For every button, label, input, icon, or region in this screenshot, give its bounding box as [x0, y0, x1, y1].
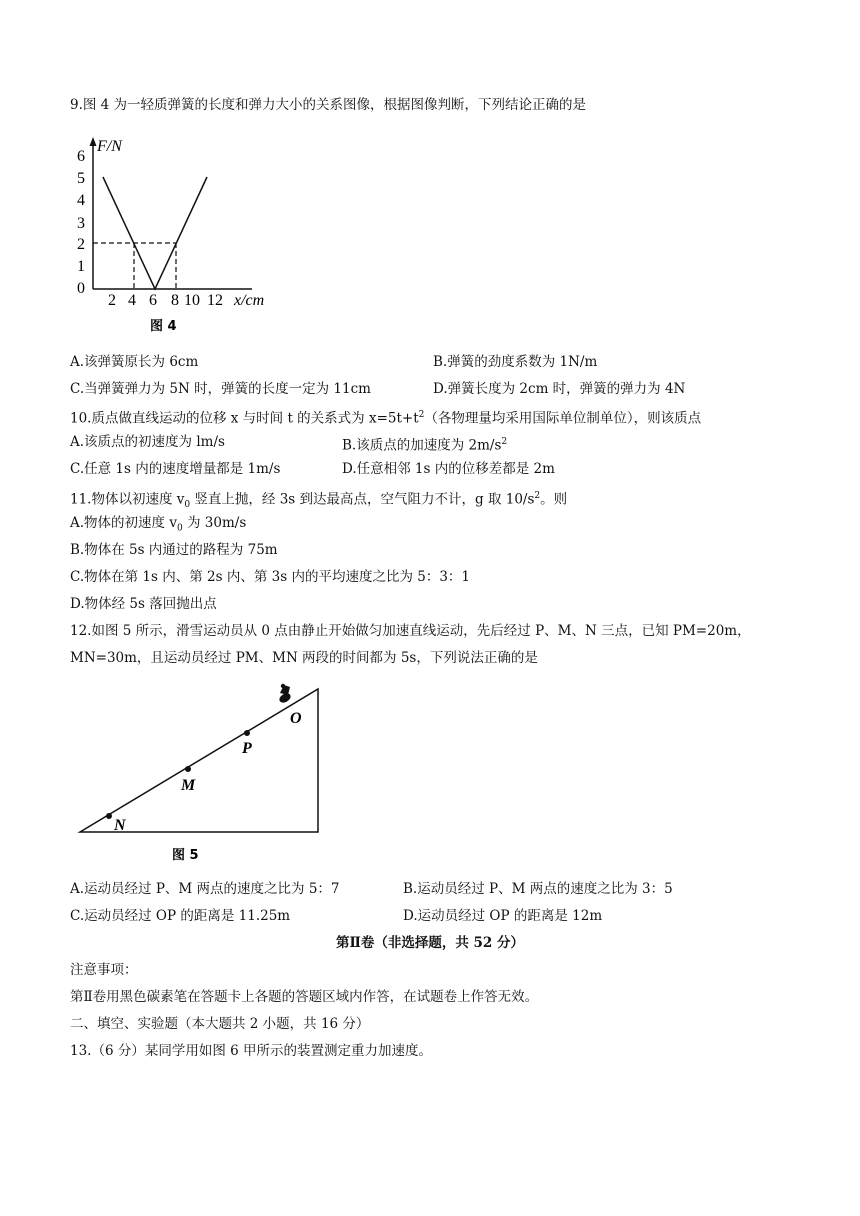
q12-stem-line1: 12.如图 5 所示，滑雪运动员从 0 点由静止开始做匀加速直线运动，先后经过 P、M、N 三点，已知 PM=20m， — [70, 623, 751, 639]
x-tick-label: 10 — [184, 292, 200, 309]
part-2-heading: 二、填空、实验题（本大题共 2 小题，共 16 分） — [70, 1016, 370, 1032]
q12-option-c: C.运动员经过 OP 的距离是 11.25m — [70, 908, 291, 924]
q11-option-a: A.物体的初速度 $v_0$ 为 30m/s — [70, 515, 247, 534]
y-tick-label: 3 — [77, 215, 85, 232]
q9-option-d: D.弹簧长度为 2cm 时，弹簧的弹力为 4N — [433, 381, 686, 397]
slope-triangle — [80, 689, 318, 832]
q9-option-b: B.弹簧的劲度系数为 1N/m — [433, 354, 598, 370]
figure-5-ski-slope — [72, 683, 342, 863]
y-axis-label: F/N — [97, 138, 122, 155]
q10-option-d: D.任意相邻 1s 内的位移差都是 2m — [342, 461, 555, 477]
point-n-dot — [106, 813, 112, 819]
q12-option-b: B.运动员经过 P、M 两点的速度之比为 3：5 — [403, 881, 673, 897]
skier-icon — [278, 684, 292, 705]
y-axis-arrow — [90, 137, 97, 146]
q11-option-b: B.物体在 5s 内通过的路程为 75m — [70, 542, 278, 558]
x-tick-label: 8 — [171, 292, 179, 309]
figure-4-caption: 图 4 — [150, 319, 177, 333]
q10-stem: 10.质点做直线运动的位移 x 与时间 t 的关系式为 $x=5t+t^2$（各物理量均采用国际单位制单位），则该质点 — [70, 410, 702, 427]
point-m-dot — [185, 766, 191, 772]
q9-option-a: A.该弹簧原长为 6cm — [70, 354, 199, 370]
point-p-label: P — [242, 740, 252, 757]
figure-5-caption: 图 5 — [172, 848, 199, 863]
q10-option-b: B.该质点的加速度为 $2m/s^2$ — [342, 437, 508, 454]
force-length-line — [103, 177, 207, 289]
x-tick-label: 2 — [108, 292, 116, 309]
q11-option-c: C.物体在第 1s 内、第 2s 内、第 3s 内的平均速度之比为 5：3：1 — [70, 569, 470, 585]
y-tick-label: 0 — [77, 280, 85, 297]
point-p-dot — [244, 730, 250, 736]
point-m-label: M — [181, 777, 196, 794]
x-tick-label: 4 — [128, 292, 136, 309]
q9-stem: 9.图 4 为一轻质弹簧的长度和弹力大小的关系图像，根据图像判断，下列结论正确的是 — [70, 97, 587, 113]
y-tick-label: 5 — [77, 170, 85, 187]
point-o-label: O — [290, 710, 302, 727]
q10-option-c: C.任意 1s 内的速度增量都是 1m/s — [70, 461, 281, 477]
notice-heading: 注意事项： — [70, 962, 138, 978]
figure-4-spring-graph — [70, 133, 290, 333]
q11-option-d: D.物体经 5s 落回抛出点 — [70, 596, 217, 612]
q12-stem-line2: MN=30m，且运动员经过 PM、MN 两段的时间都为 5s，下列说法正确的是 — [70, 650, 538, 666]
q10-option-a: A.该质点的初速度为 lm/s — [70, 434, 225, 450]
y-tick-label: 1 — [77, 258, 85, 275]
y-tick-label: 6 — [77, 148, 85, 165]
x-axis-label: x/cm — [234, 292, 265, 309]
section-2-title: 第Ⅱ卷（非选择题，共 52 分） — [335, 935, 525, 951]
q12-option-d: D.运动员经过 OP 的距离是 12m — [403, 908, 603, 924]
y-tick-label: 4 — [77, 192, 85, 209]
x-tick-label: 12 — [207, 292, 223, 309]
point-n-label: N — [114, 817, 126, 834]
q13-stem: 13.（6 分）某同学用如图 6 甲所示的装置测定重力加速度。 — [70, 1043, 433, 1059]
q11-stem: 11.物体以初速度 $v_0$ 竖直上抛，经 3s 到达最高点，空气阻力不计，g 取 $10/s^2$。则 — [70, 491, 568, 511]
q12-option-a: A.运动员经过 P、M 两点的速度之比为 5：7 — [70, 881, 340, 897]
q9-option-c: C.当弹簧弹力为 5N 时，弹簧的长度一定为 11cm — [70, 381, 371, 397]
y-tick-label: 2 — [77, 236, 85, 253]
notice-text: 第Ⅱ卷用黑色碳素笔在答题卡上各题的答题区域内作答，在试题卷上作答无效。 — [70, 989, 539, 1005]
x-tick-label: 6 — [149, 292, 157, 309]
